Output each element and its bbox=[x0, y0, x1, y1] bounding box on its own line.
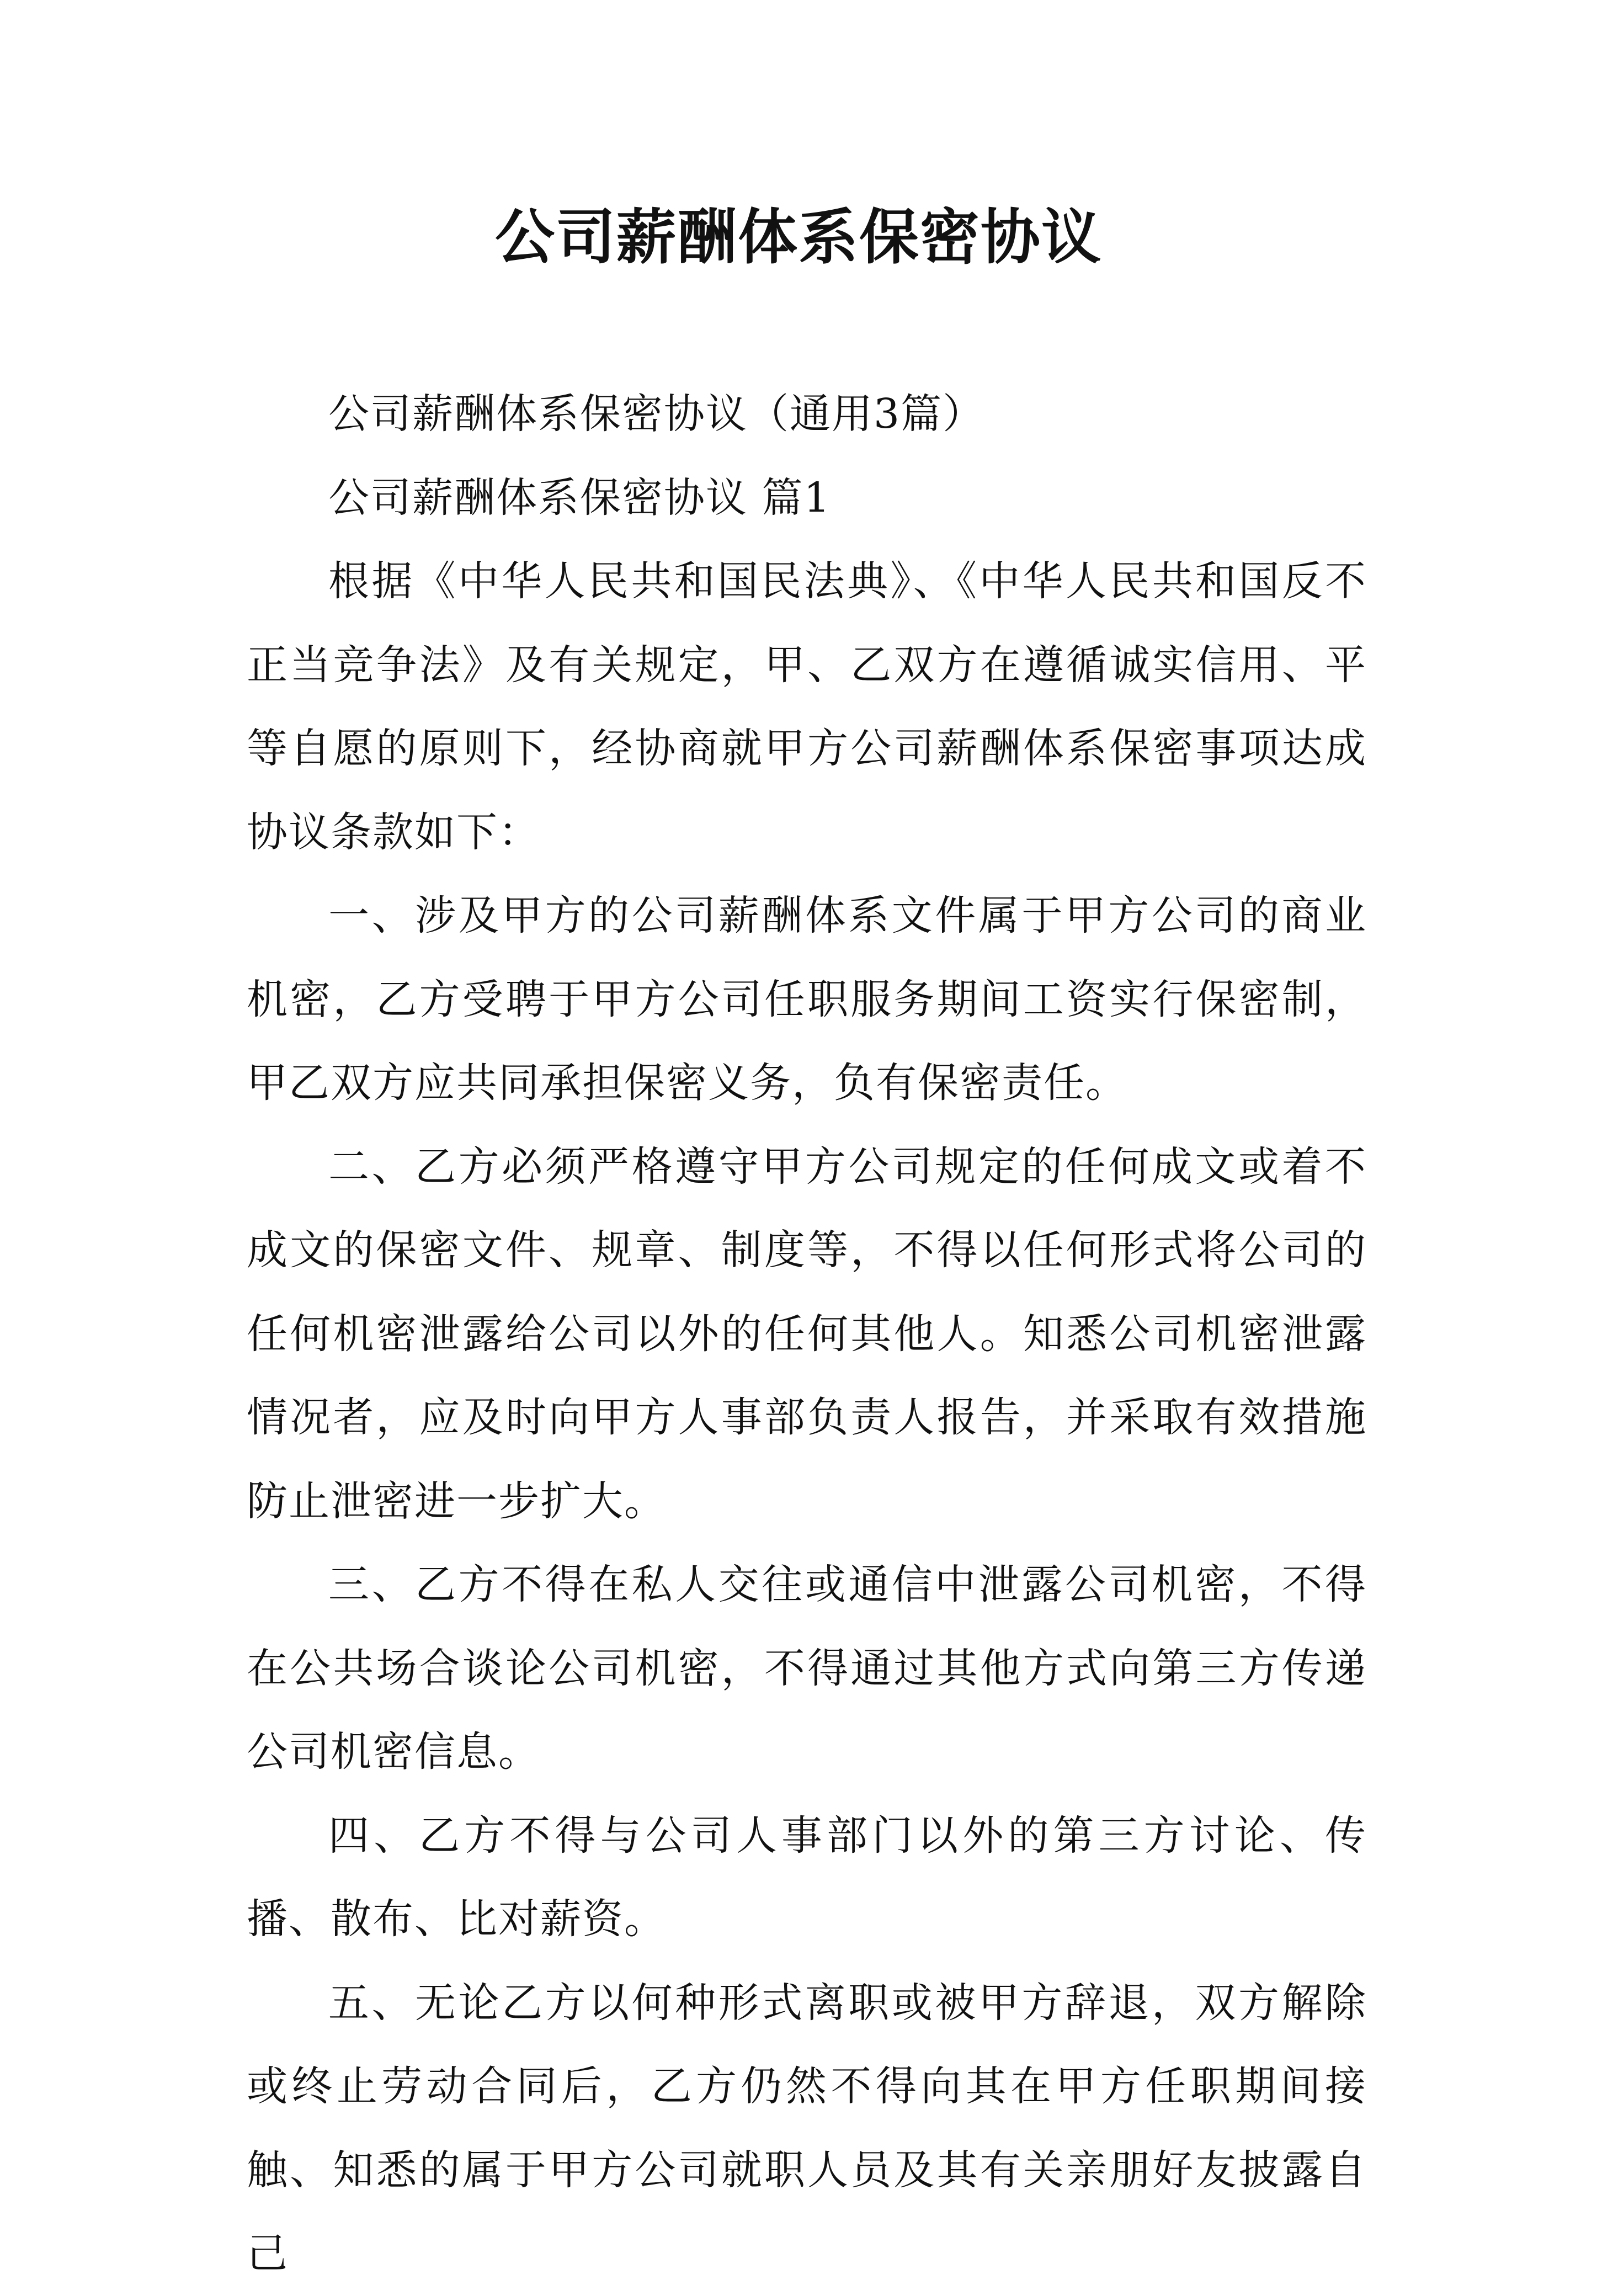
document-title: 公司薪酬体系保密协议 bbox=[494, 203, 1102, 272]
paragraph-subtitle: 公司薪酬体系保密协议（通用3篇） bbox=[328, 390, 985, 438]
paragraph-clause-2: 二、乙方必须严格遵守甲方公司规定的任何成文或着不成文的保密文件、规章、制度等，不得以任何形式将公司的任何机密泄露给公司以外的任何其他人。知悉公司机密泄露情况者，应及时向甲方人事部负责人报告，并采取有效措施防止泄密进一步扩大。 bbox=[247, 1142, 1367, 1525]
document-body bbox=[247, 373, 1367, 2296]
paragraph-clause-1: 一、涉及甲方的公司薪酬体系文件属于甲方公司的商业机密，乙方受聘于甲方公司任职服务期间工资实行保密制，甲乙双方应共同承担保密义务，负有保密责任。 bbox=[247, 892, 1367, 1107]
paragraph-clause-4: 四、乙方不得与公司人事部门以外的第三方讨论、传播、散布、比对薪资。 bbox=[247, 1811, 1367, 1943]
paragraph-clause-3: 三、乙方不得在私人交往或通信中泄露公司机密，不得在公共场合谈论公司机密，不得通过其他方式向第三方传递公司机密信息。 bbox=[247, 1561, 1367, 1776]
paragraph-preamble: 根据《中华人民共和国民法典》、《中华人民共和国反不正当竞争法》及有关规定，甲、乙双方在遵循诚实信用、平等自愿的原则下，经协商就甲方公司薪酬体系保密事项达成协议条款如下： bbox=[247, 557, 1367, 856]
paragraph-clause-5: 五、无论乙方以何种形式离职或被甲方辞退，双方解除或终止劳动合同后，乙方仍然不得向其在甲方任职期间接触、知悉的属于甲方公司就职人员及其有关亲朋好友披露自己 bbox=[247, 1979, 1367, 2277]
paragraph-section-heading: 公司薪酬体系保密协议 篇1 bbox=[328, 474, 831, 522]
